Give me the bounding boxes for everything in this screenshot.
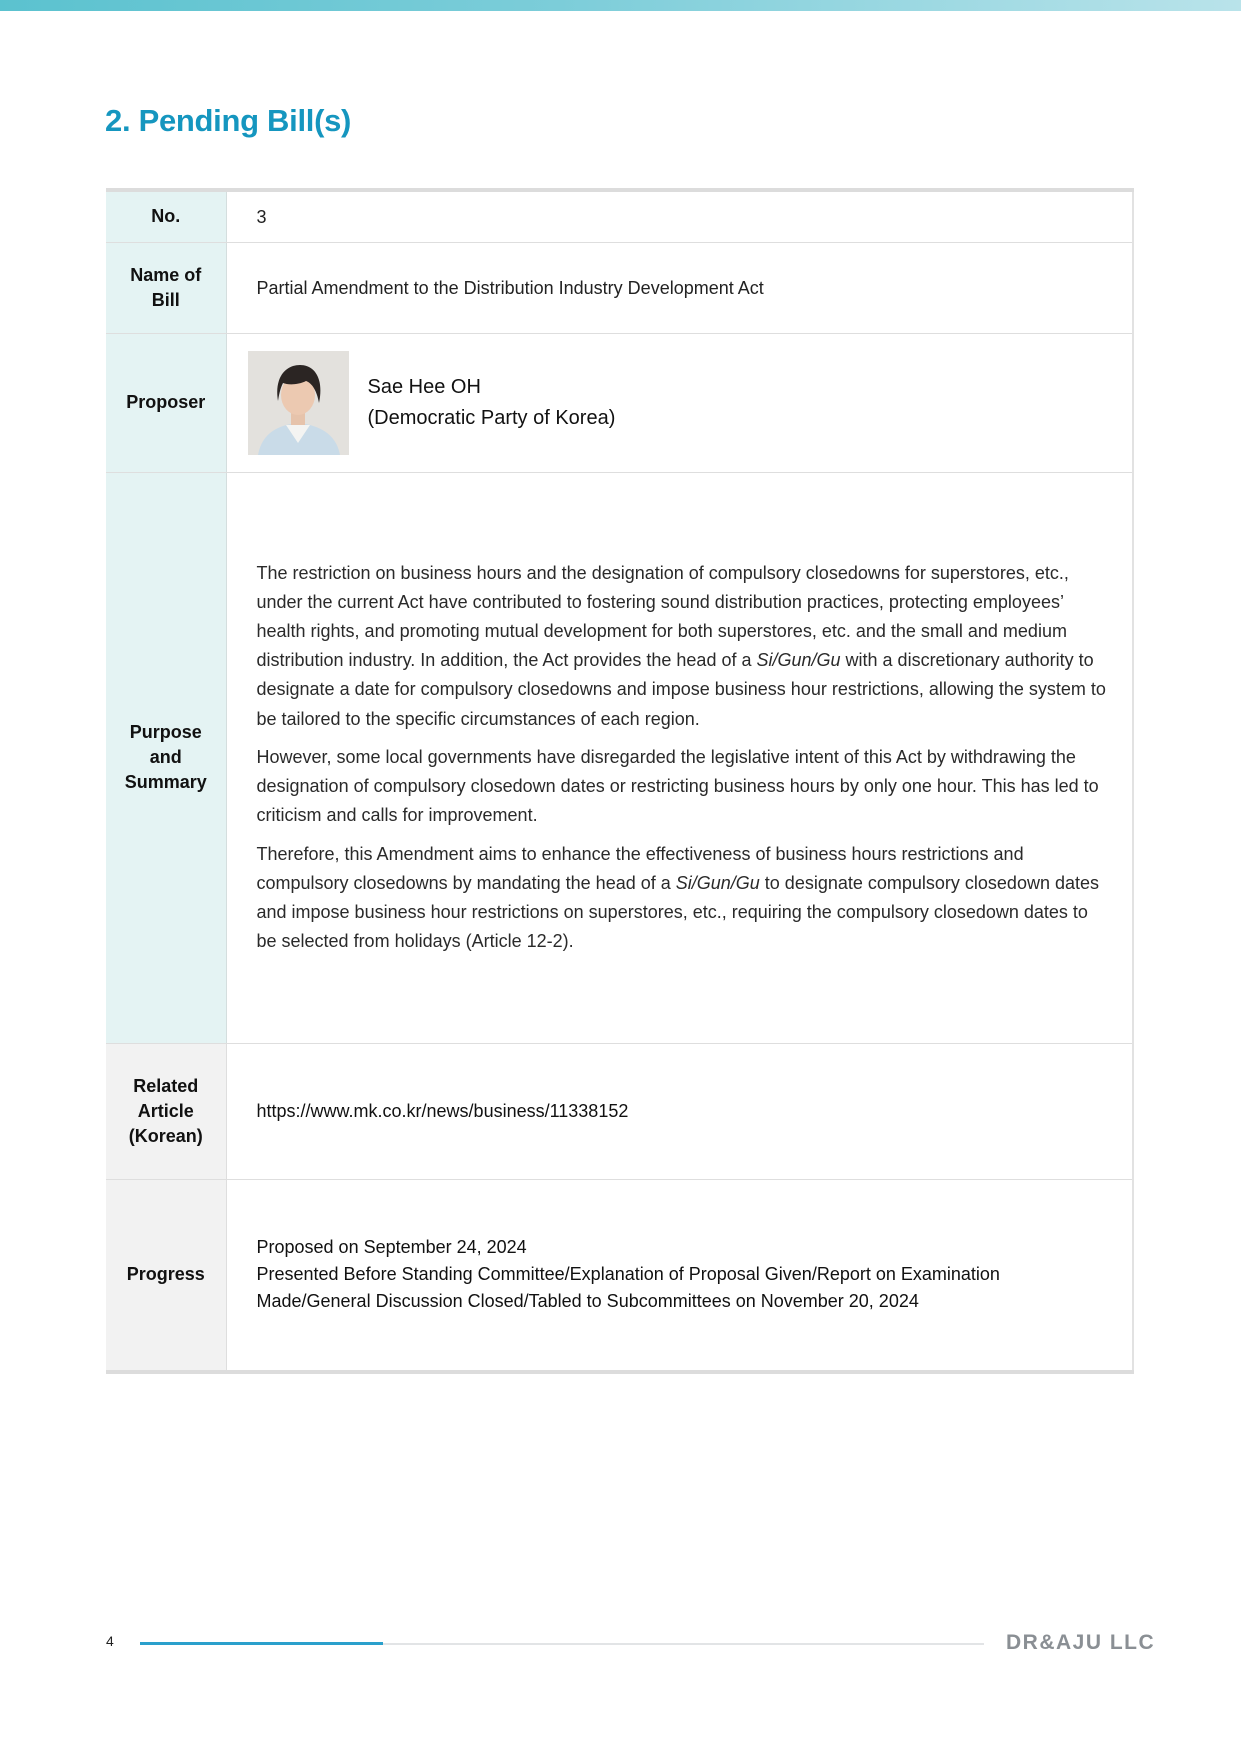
label-purpose-summary xyxy=(106,472,226,1043)
label-line: Purpose and xyxy=(129,722,202,767)
progress-line-2: Presented Before Standing Committee/Explanation of Proposal Given/Report on Examination xyxy=(256,1264,1000,1285)
proposer-photo xyxy=(248,351,349,455)
proposer-party: (Democratic Party of Korea) xyxy=(367,406,616,429)
label-line: Bill xyxy=(151,289,180,310)
proposer-name: Sae Hee OH xyxy=(367,375,481,398)
label-line: Summary xyxy=(124,772,207,792)
related-article-cell xyxy=(226,1043,1133,1179)
paragraph-emphasis: Si/Gun/Gu xyxy=(756,650,841,671)
row-related-article xyxy=(106,1043,1133,1179)
proposer-info xyxy=(257,351,1109,455)
row-purpose xyxy=(106,472,1133,1043)
progress-cell xyxy=(226,1179,1133,1372)
paragraph-text: to designate compulsory closedown dates and impose business hour restrictions on superstores, etc., requiring the compulsory closedown dates to be selected from holidays (Article 12-2). xyxy=(256,872,1099,952)
label-line: (Korean) xyxy=(128,1125,203,1146)
section-title: 2. Pending Bill(s) xyxy=(105,103,352,138)
bill-name: Partial Amendment to the Distribution Industry Development Act xyxy=(226,242,1133,333)
label-line: Article xyxy=(137,1100,194,1121)
paragraph-emphasis: Si/Gun/Gu xyxy=(675,872,760,893)
bill-number: 3 xyxy=(226,190,1133,242)
brand-logo: DR&AJU LLC xyxy=(1006,1631,1156,1654)
label-no: No. xyxy=(106,190,226,242)
proposer-portrait-image xyxy=(248,351,349,455)
row-proposer xyxy=(106,333,1133,472)
purpose-summary-cell xyxy=(226,472,1133,1043)
progress-line-1: Proposed on September 24, 2024 xyxy=(256,1237,527,1258)
summary-paragraph-2: However, some local governments have disregarded the legislative intent of this Act by withdrawing the designation of compulsory closedown dates or restricting business hours by only one hour. This has led to criticism and calls for improvement. xyxy=(256,746,1099,826)
label-line: Name of xyxy=(130,264,202,285)
label-progress: Progress xyxy=(106,1179,226,1372)
row-name xyxy=(106,242,1133,333)
row-progress xyxy=(106,1179,1133,1372)
label-proposer: Proposer xyxy=(106,333,226,472)
related-article-link[interactable]: https://www.mk.co.kr/news/business/11338152 xyxy=(256,1101,629,1121)
footer-divider-accent xyxy=(140,1642,383,1645)
page-number: 4 xyxy=(106,1633,114,1649)
summary-paragraph-1 xyxy=(257,559,1109,734)
proposer-text xyxy=(368,372,616,434)
proposer-cell xyxy=(226,333,1133,472)
label-line: Related xyxy=(133,1075,199,1096)
summary-paragraph-3 xyxy=(257,840,1109,957)
bill-table xyxy=(106,188,1134,1374)
label-related-article xyxy=(106,1043,226,1179)
row-no xyxy=(106,190,1133,242)
top-accent-bar xyxy=(0,0,1241,11)
label-name-of-bill xyxy=(106,242,226,333)
paragraph-text: with a discretionary authority to designate a date for compulsory closedowns and impose business hour restrictions, allowing the system to be tailored to the specific circumstances of each region. xyxy=(256,650,1106,729)
progress-line-3: Made/General Discussion Closed/Tabled to Subcommittees on November 20, 2024 xyxy=(256,1291,919,1312)
paragraph-text: Therefore, this Amendment aims to enhance the effectiveness of business hours restrictions and compulsory closedowns by mandating the head of a xyxy=(256,843,1024,893)
paragraph-text: The restriction on business hours and the designation of compulsory closedowns for superstores, etc., under the current Act have contributed to fostering sound distribution practices, protecting employees’ health rights, and promoting mutual development for both superstores, etc. and the small and medium distribution industry. In addition, the Act provides the head of a xyxy=(256,562,1069,671)
